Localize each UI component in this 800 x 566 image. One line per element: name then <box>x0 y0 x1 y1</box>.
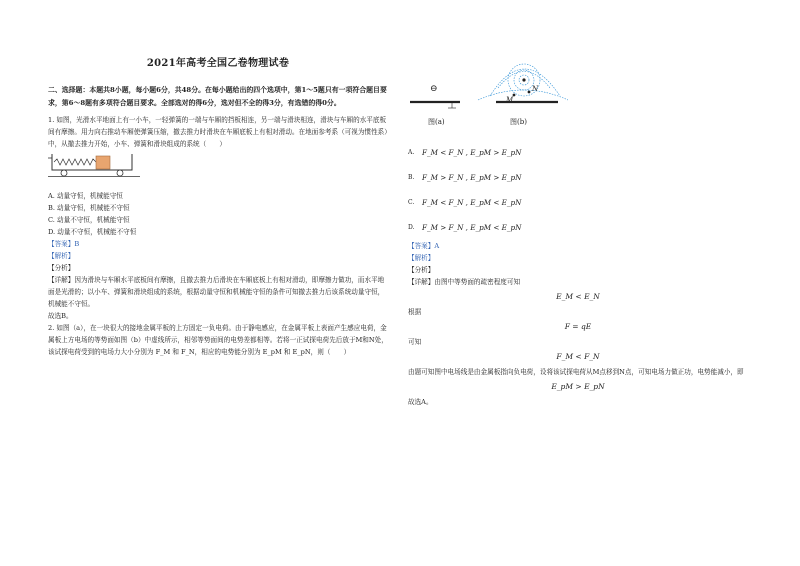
equation-3: F_M < F_N <box>556 352 600 361</box>
q2-option-a-label: A. <box>408 148 415 156</box>
q2-option-d-expr: F_M > F_N , E_pM < E_pN <box>422 222 522 232</box>
q2-conclusion: 故选A。 <box>408 398 433 406</box>
equation-1: E_M < E_N <box>556 292 600 301</box>
spring <box>54 159 96 165</box>
q2-option-a-expr: F_M < F_N , E_pM > E_pN <box>422 147 522 157</box>
caption-a: 图(a) <box>428 118 445 126</box>
point-n <box>528 91 531 94</box>
q2-option-b-expr: F_M > F_N , E_pM > E_pN <box>422 172 522 182</box>
label-n: N <box>532 85 539 93</box>
q1-option-a: A. 动量守恒，机械能守恒 <box>48 192 123 200</box>
q2-option-c-expr: F_M < F_N , E_pM < E_pN <box>422 197 522 207</box>
charge-b <box>522 78 525 81</box>
left-column <box>48 58 388 358</box>
q1-conclusion: 故选B。 <box>48 312 73 320</box>
equation-2: F = qE <box>564 322 592 331</box>
q1-fenxi: 【分析】 <box>48 264 75 272</box>
q2-option-a <box>408 140 748 165</box>
page-title: 2021年高考全国乙卷物理试卷 <box>146 58 290 69</box>
q2-detail-1: 【详解】由图中等势面的疏密程度可知 <box>408 278 521 286</box>
wheel-left <box>61 170 67 176</box>
label-m: M <box>506 96 514 104</box>
q2-option-d <box>408 215 748 240</box>
equipotential-lines <box>478 64 568 100</box>
caption-b: 图(b) <box>510 118 527 126</box>
q2-stem: 2. 如图（a），在一块很大的接地金属平板的上方固定一负电荷。由于静电感应，在金属平板上表面产生感应电荷，金属板上方电场的等势面如图（b）中虚线所示，相邻等势面间的电势差都相等。若将一正试探电荷先后放于M和N处，该试探电荷受到的电场力大小分别为 F_M 和 F_N，相应的电势能分别为 E_pM 和 E_pN，则（ ） <box>48 324 388 356</box>
q1-option-c: C. 动量不守恒，机械能守恒 <box>48 216 130 224</box>
equation-4: E_pM > E_pN <box>551 382 605 391</box>
q1-option-b: B. 动量守恒，机械能不守恒 <box>48 204 130 212</box>
field-diagram <box>408 50 568 130</box>
right-column <box>408 58 748 408</box>
field-figures <box>408 58 748 140</box>
negative-charge-symbol: ⊖ <box>430 84 438 94</box>
q1-detail: 【详解】因为滑块与车厢水平底板间有摩擦，且撤去推力后滑块在车厢底板上有相对滑动，即摩擦力做功，而水平地面是光滑的；以小车、弹簧和滑块组成的系统，根据动量守恒和机械能守恒的条件可知撤去推力后该系统动量守恒，机械能不守恒。 <box>48 276 385 308</box>
q2-option-c <box>408 190 748 215</box>
section-header: 二、选择题：本题共8小题，每小题6分，共48分。在每小题给出的四个选项中，第1～5题只有一项符合题目要求，第6～8题有多项符合题目要求。全部选对的得6分，选对但不全的得3分，有选错的得0分。 <box>48 86 387 107</box>
q2-option-d-label: D. <box>408 223 415 231</box>
q1-option-d: D. 动量不守恒，机械能不守恒 <box>48 228 137 236</box>
wheel-right <box>117 170 123 176</box>
q2-keyzhi: 可知 <box>408 338 422 346</box>
q2-basis: 根据 <box>408 308 422 316</box>
q1-answer: 【答案】B <box>48 240 80 248</box>
q2-fenxi: 【分析】 <box>408 266 435 274</box>
q2-option-c-label: C. <box>408 198 415 206</box>
q2-detail-2: 由题可知图中电场线是由金属板指向负电荷，设将该试探电荷从M点移到N点，可知电场力做正功，电势能减小，即 <box>408 368 744 376</box>
q2-answer: 【答案】A <box>408 242 440 250</box>
q2-option-b <box>408 165 748 190</box>
cart-body <box>52 154 132 170</box>
q1-jiexi: 【解析】 <box>48 252 75 260</box>
q2-jiexi: 【解析】 <box>408 254 435 262</box>
q1-stem: 1. 如图，光滑水平地面上有一小车，一轻弹簧的一端与车厢的挡板相连，另一端与滑块相连，滑块与车厢的水平底板间有摩擦。用力向右推动车厢使弹簧压缩，撤去推力时滑块在车厢底板上有相对滑动。在地面参考系（可视为惯性系）中，从撤去推力开始，小车、弹簧和滑块组成的系统（ ） <box>48 116 388 148</box>
cart-spring-diagram <box>48 150 158 178</box>
q2-option-b-label: B. <box>408 173 415 181</box>
slider-block <box>96 156 110 169</box>
cart-figure <box>48 150 388 178</box>
